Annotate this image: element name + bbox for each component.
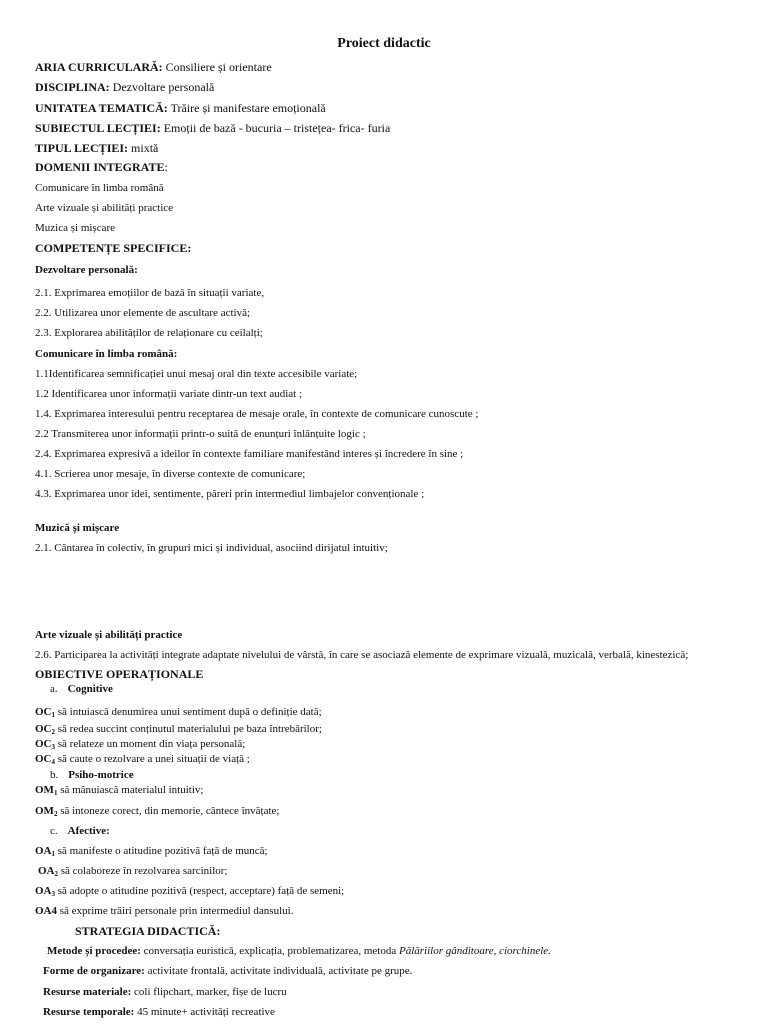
objectives-heading: OBIECTIVE OPERAȚIONALE	[35, 667, 204, 681]
competency-item: 1.1Identificarea semnificației unui mesaj oral din texte accesibile variate;	[35, 368, 358, 380]
list-marker: b.	[50, 769, 59, 781]
field-label: UNITATEA TEMATICĂ:	[35, 101, 168, 115]
field-unitatea-tematica	[35, 102, 326, 115]
objective-item: $OC_4$ să caute o rezolvare a unei situații de viață ;	[35, 753, 250, 766]
objective-item: $OM_2$ să intoneze corect, din memorie, cântece învățate;	[35, 805, 280, 818]
objective-item: $OA_3$ să adopte o atitudine pozitivă (respect, acceptare) față de semeni;	[35, 885, 345, 898]
objective-group-afective	[50, 825, 110, 838]
field-label: TIPUL LECȚIEI:	[35, 141, 129, 155]
objective-item: $OC_1$ să intuiască denumirea unui sentiment după o definiție dată;	[35, 706, 322, 719]
field-domenii-integrate	[35, 161, 168, 174]
competency-item: 4.3. Exprimarea unor idei, sentimente, păreri prin intermediul limbajelor convenționale ;	[35, 488, 425, 500]
field-value: mixtă	[128, 141, 159, 155]
strategy-materials: Resurse materiale: coli flipchart, marker, fișe de lucru	[43, 986, 287, 998]
competency-item: 2.1. Cântarea în colectiv, în grupuri mici și individual, asociind dirijatul intuitiv;	[35, 542, 388, 554]
field-value: Consiliere și orientare	[162, 60, 272, 74]
field-value: Emoții de bază - bucuria – tristețea- frica- furia	[160, 121, 391, 135]
strategy-time: Resurse temporale: 45 minute+ activități recreative	[43, 1006, 275, 1018]
field-disciplina	[35, 81, 214, 94]
competency-item: 2.6. Participarea la activități integrate adaptate nivelului de vârstă, în care se asociază elemente de exprimare vizuală, muzicală, verbală, kinestezică;	[35, 649, 689, 661]
objective-group-cognitive	[50, 683, 113, 696]
objective-item: $OA_2$ să colaboreze în rezolvarea sarcinilor;	[38, 865, 228, 878]
competency-item: 2.4. Exprimarea expresivă a ideilor în contexte familiare manifestând interes și încredere în sine ;	[35, 448, 464, 460]
competency-item: 2.1. Exprimarea emoțiilor de bază în situații variate,	[35, 287, 265, 299]
field-aria-curriculara	[35, 61, 272, 74]
field-value: :	[164, 160, 168, 174]
competencies-heading: COMPETENȚE SPECIFICE:	[35, 241, 192, 255]
objective-item: $OC_2$ să redea succint conținutul materialului pe baza întrebărilor;	[35, 723, 322, 736]
domain-item: Muzica și mișcare	[35, 222, 116, 234]
list-marker: c.	[50, 825, 58, 837]
document-title: Proiect didactic	[337, 36, 431, 51]
competency-item: 4.1. Scrierea unor mesaje, în diverse contexte de comunicare;	[35, 468, 306, 480]
av-heading: Arte vizuale și abilități practice	[35, 629, 183, 641]
group-label: Psiho-motrice	[68, 769, 134, 781]
domain-item: Comunicare în limba română	[35, 182, 164, 194]
mm-heading: Muzică și mișcare	[35, 522, 120, 534]
strategy-heading: STRATEGIA DIDACTICĂ:	[75, 924, 221, 938]
field-label: DISCIPLINA:	[35, 80, 110, 94]
objective-item: OA4 să exprime trăiri personale prin intermediul dansului.	[35, 905, 294, 917]
objective-group-psihomotrice	[50, 769, 134, 782]
clr-heading: Comunicare în limba română:	[35, 348, 178, 360]
competency-item: 1.4. Exprimarea interesului pentru receptarea de mesaje orale, în contexte de comunicare cunoscute ;	[35, 408, 479, 420]
field-label: SUBIECTUL LECȚIEI:	[35, 121, 161, 135]
strategy-forms: Forme de organizare: activitate frontală, activitate individuală, activitate pe grupe.	[43, 965, 413, 977]
competency-item: 2.3. Explorarea abilităților de relaționare cu ceilalți;	[35, 327, 263, 339]
field-subiectul-lectiei	[35, 122, 390, 135]
objective-item: $OA_1$ să manifeste o atitudine pozitivă față de muncă;	[35, 845, 268, 858]
field-tipul-lectiei	[35, 142, 158, 155]
field-value: Trăire și manifestare emoțională	[167, 101, 326, 115]
group-label: Afective:	[67, 825, 110, 837]
strategy-methods: Metode și procedee: conversația euristică, explicația, problematizarea, metoda Pălăriilor gânditoare, ciorchinele.	[47, 945, 551, 957]
field-label: DOMENII INTEGRATE	[35, 160, 165, 174]
field-label: ARIA CURRICULARĂ:	[35, 60, 163, 74]
dp-heading: Dezvoltare personală:	[35, 264, 138, 276]
competency-item: 2.2. Utilizarea unor elemente de ascultare activă;	[35, 307, 251, 319]
group-label: Cognitive	[67, 683, 113, 695]
objective-item: $OC_3$ să relateze un moment din viața personală;	[35, 738, 246, 751]
competency-item: 2.2 Transmiterea unor informații printr-o suită de enunțuri înlănțuite logic ;	[35, 428, 366, 440]
domain-item: Arte vizuale și abilități practice	[35, 202, 174, 214]
list-marker: a.	[50, 683, 58, 695]
objective-item: $OM_1$ să mânuiască materialul intuitiv;	[35, 784, 204, 797]
field-value: Dezvoltare personală	[109, 80, 215, 94]
competency-item: 1.2 Identificarea unor informații variate dintr-un text audiat ;	[35, 388, 303, 400]
